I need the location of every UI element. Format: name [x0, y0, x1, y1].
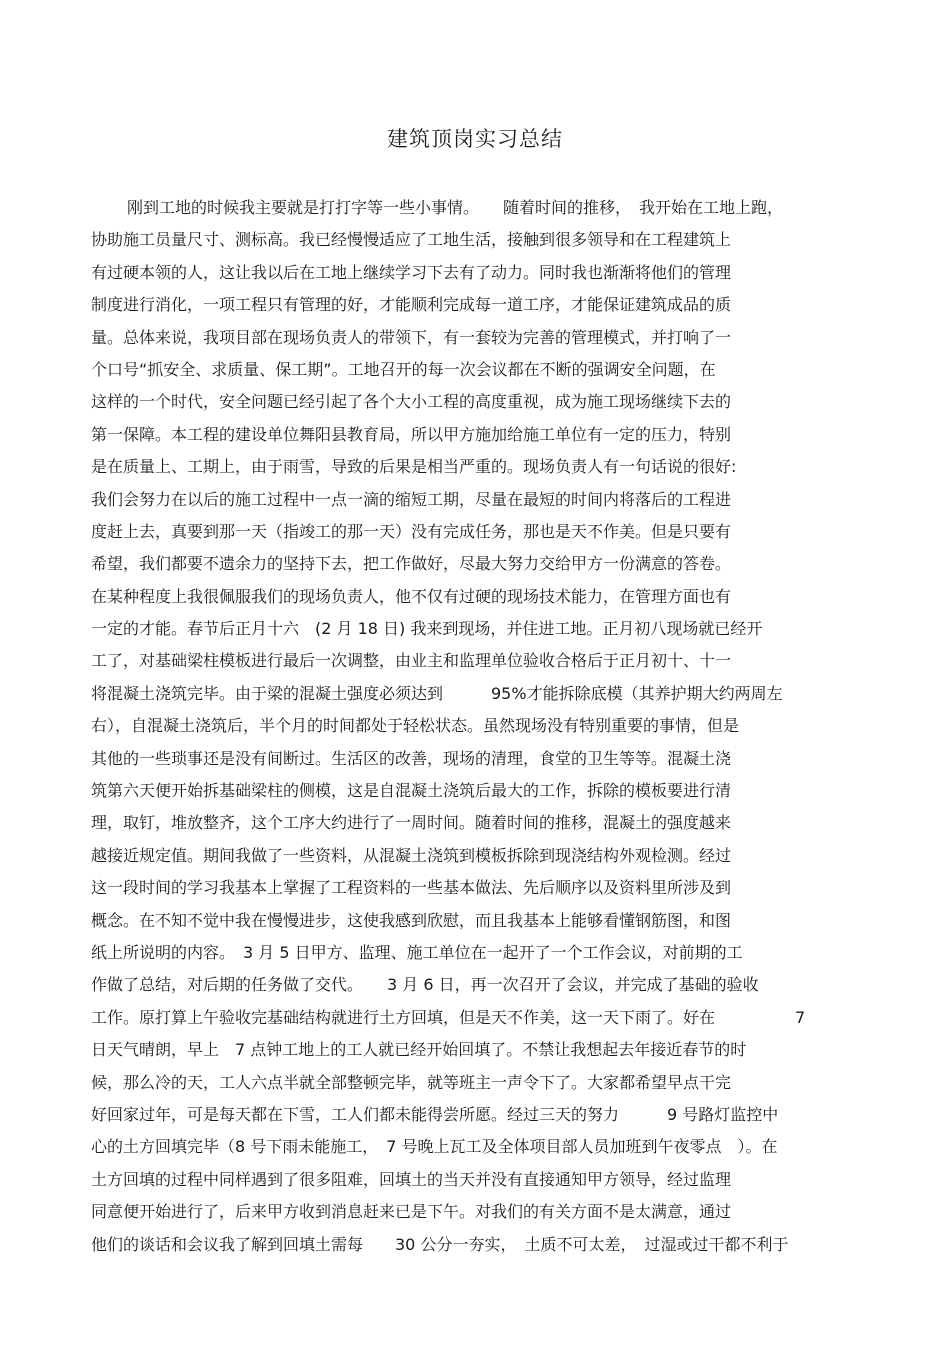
text-line: 一定的才能。春节后正月十六 (2 月 18 日) 我来到现场，并住进工地。正月初八现场就已经开 — [91, 619, 763, 639]
text-line: 心的土方回填完毕（8 号下雨未能施工， 7 号晚上瓦工及全体项目部人员加班到午夜零点 ）。在 — [91, 1137, 778, 1157]
text-line: 纸上所说明的内容。 3 月 5 日甲方、监理、施工单位在一起开了一个工作会议，对前期的工 — [91, 942, 743, 962]
text-line: 希望，我们都要不遗余力的坚持下去，把工作做好，尽最大努力交给甲方一份满意的答卷。 — [91, 554, 732, 574]
text-line: 这样的一个时代，安全问题已经引起了各个大小工程的高度重视，成为施工现场继续下去的 — [91, 392, 732, 412]
text-line: 是在质量上、工期上，由于雨雪，导致的后果是相当严重的。现场负责人有一句话说的很好: — [91, 457, 737, 477]
text-line: 筑第六天便开始拆基础梁柱的侧模，这是自混凝土浇筑后最大的工作，拆除的模板要进行清 — [91, 781, 732, 801]
document-title: 建筑顶岗实习总结 — [387, 127, 563, 151]
text-line: 概念。在不知不觉中我在慢慢进步，这使我感到欣慰，而且我基本上能够看懂钢筋图，和图 — [91, 910, 732, 930]
text-line: 其他的一些琐事还是没有间断过。生活区的改善，现场的清理，食堂的卫生等等。混凝土浇 — [91, 748, 732, 768]
text-line: 个口号“抓安全、求质量、保工期”。工地召开的每一次会议都在不断的强调安全问题，在 — [91, 359, 716, 379]
text-line: 度赶上去，真要到那一天（指竣工的那一天）没有完成任务，那也是天不作美。但是只要有 — [91, 521, 732, 541]
text-line: 将混凝土浇筑完毕。由于梁的混凝土强度必须达到 95%才能拆除底模（其养护期大约两周左 — [91, 683, 783, 703]
text-line: 土方回填的过程中同样遇到了很多阻难，回填土的当天并没有直接通知甲方领导，经过监理 — [91, 1169, 732, 1189]
text-line: 工作。原打算上午验收完基础结构就进行土方回填，但是天不作美，这一天下雨了。好在 7 — [91, 1007, 806, 1027]
text-line: 日天气晴朗，早上 7 点钟工地上的工人就已经开始回填了。不禁让我想起去年接近春节的时 — [91, 1040, 747, 1060]
text-line: 他们的谈话和会议我了解到回填土需每 30 公分一夯实， 土质不可太差， 过湿或过干都不利于 — [91, 1234, 789, 1254]
text-line: 右），自混凝土浇筑后，半个月的时间都处于轻松状态。虽然现场没有特别重要的事情，但是 — [91, 716, 740, 736]
text-line: 理，取钉，堆放整齐，这个工序大约进行了一周时间。随着时间的推移，混凝土的强度越来 — [91, 813, 732, 833]
text-line: 作做了总结，对后期的任务做了交代。 3 月 6 日，再一次召开了会议，并完成了基础的验收 — [91, 975, 759, 995]
text-line: 协助施工员量尺寸、测标高。我已经慢慢适应了工地生活，接触到很多领导和在工程建筑上 — [91, 230, 732, 250]
text-line: 工了，对基础梁柱模板进行最后一次调整，由业主和监理单位验收合格后于正月初十、十一 — [91, 651, 732, 671]
text-line: 有过硬本领的人，这让我以后在工地上继续学习下去有了动力。同时我也渐渐将他们的管理 — [91, 262, 732, 282]
text-line: 这一段时间的学习我基本上掌握了工程资料的一些基本做法、先后顺序以及资料里所涉及到 — [91, 878, 732, 898]
text-line: 越接近规定值。期间我做了一些资料，从混凝土浇筑到模板拆除到现浇结构外观检测。经过 — [91, 845, 732, 865]
text-line: 制度进行消化，一项工程只有管理的好，才能顺利完成每一道工序，才能保证建筑成品的质 — [91, 295, 732, 315]
text-line: 同意便开始进行了，后来甲方收到消息赶来已是下午。对我们的有关方面不是太满意，通过 — [91, 1202, 732, 1222]
text-line: 候，那么冷的天，工人六点半就全部整顿完毕，就等班主一声令下了。大家都希望早点干完 — [91, 1072, 732, 1092]
text-line: 量。总体来说，我项目部在现场负责人的带领下，有一套较为完善的管理模式，并打响了一 — [91, 327, 732, 347]
text-line: 好回家过年，可是每天都在下雪，工人们都未能得尝所愿。经过三天的努力 9 号路灯监控中 — [91, 1104, 779, 1124]
text-line: 我们会努力在以后的施工过程中一点一滴的缩短工期，尽量在最短的时间内将落后的工程进 — [91, 489, 732, 509]
text-line: 第一保障。本工程的建设单位舞阳县教育局，所以甲方施加给施工单位有一定的压力，特别 — [91, 424, 732, 444]
text-line: 刚到工地的时候我主要就是打打字等一些小事情。 随着时间的推移， 我开始在工地上跑， — [127, 198, 784, 217]
document-body — [91, 192, 871, 1261]
text-line: 在某种程度上我很佩服我们的现场负责人，他不仅有过硬的现场技术能力，在管理方面也有 — [91, 586, 732, 606]
